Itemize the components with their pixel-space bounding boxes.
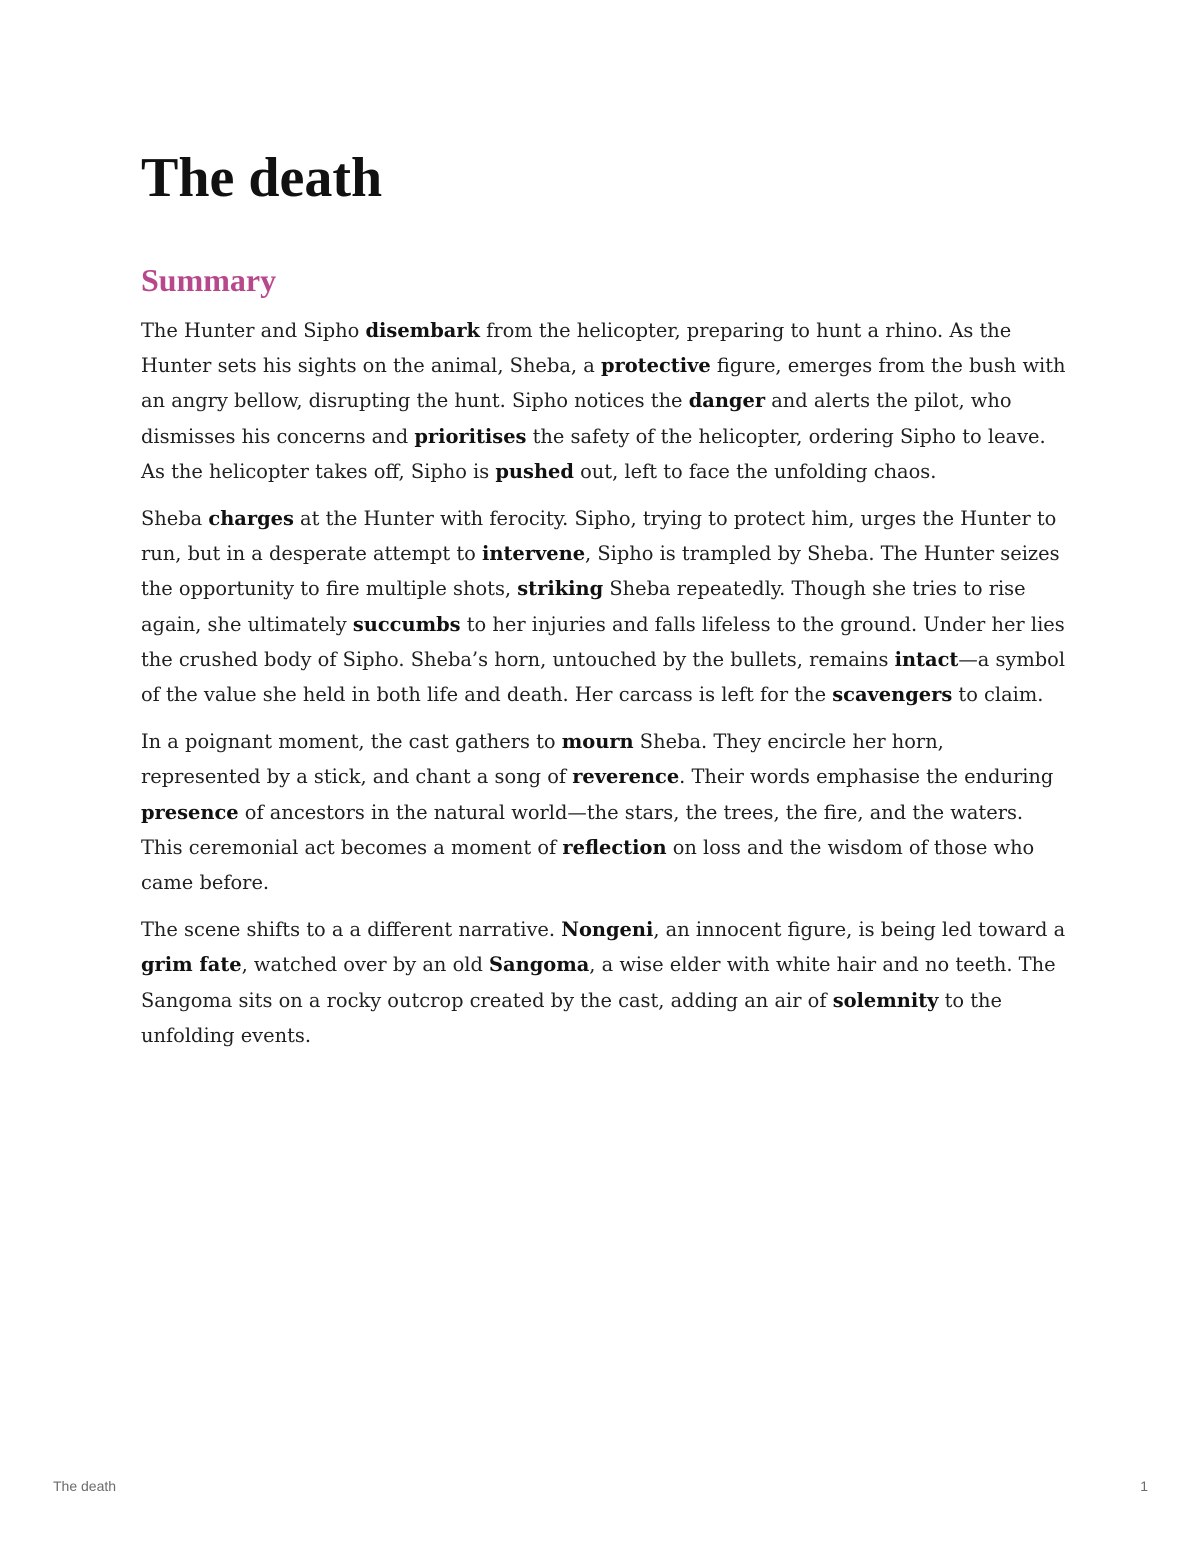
- key-term: presence: [141, 800, 239, 824]
- key-term: danger: [688, 389, 766, 413]
- paragraph-text: Sheba: [141, 507, 209, 531]
- paragraph-text: , an innocent figure, is being led toward a: [653, 918, 1066, 942]
- footer-document-title: The death: [53, 1478, 117, 1494]
- key-term: reverence: [572, 765, 680, 789]
- key-term: Nongeni: [561, 918, 654, 942]
- paragraph-text: , Sipho is trampled by Sheba. The Hunter seizes the opportunity to fire multiple shots,: [141, 542, 1060, 601]
- key-term: charges: [208, 507, 294, 531]
- key-term: pushed: [495, 459, 574, 483]
- paragraph-text: on loss and the wisdom of those who came before.: [141, 835, 1035, 895]
- key-term: Sangoma: [489, 953, 590, 977]
- section-heading-summary: Summary: [141, 262, 277, 298]
- paragraph-text: , a wise elder with white hair and no teeth. The Sangoma sits on a rocky outcrop created by the cast, adding an air of: [141, 953, 1056, 1012]
- paragraph-text: . Their words emphasise the enduring: [679, 765, 1054, 789]
- key-term: grim fate: [141, 953, 242, 977]
- key-term: striking: [517, 577, 604, 601]
- paragraph-text: to her injuries and falls lifeless to the ground. Under her lies the crushed body of Sipho. Sheba’s horn, untouched by the bullets, remains: [141, 612, 1065, 671]
- paragraph-text: from the helicopter, preparing to hunt a rhino. As the Hunter sets his sights on the animal, Sheba, a: [141, 319, 1012, 378]
- key-term: scavengers: [832, 683, 953, 707]
- paragraph-text: In a poignant moment, the cast gathers to: [141, 730, 562, 754]
- paragraph-text: the safety of the helicopter, ordering Sipho to leave. As the helicopter takes off, Sipho is: [141, 424, 1046, 483]
- key-term: disembark: [365, 319, 480, 342]
- key-term: intact: [894, 647, 959, 671]
- paragraph-text: , watched over by an old: [241, 953, 490, 977]
- summary-paragraph: [141, 912, 1066, 1053]
- key-term: protective: [600, 354, 711, 378]
- paragraph-text: figure, emerges from the bush with an angry bellow, disrupting the hunt. Sipho notices the: [141, 354, 1066, 413]
- key-term: intervene: [482, 542, 586, 566]
- key-term: solemnity: [832, 988, 939, 1012]
- paragraph-text: and alerts the pilot, who dismisses his concerns and: [141, 389, 1012, 448]
- paragraph-text: to claim.: [952, 683, 1044, 707]
- summary-paragraph: [141, 501, 1066, 712]
- paragraph-text: to the unfolding events.: [141, 988, 1003, 1047]
- paragraph-text: at the Hunter with ferocity. Sipho, trying to protect him, urges the Hunter to run, but in a desperate attempt to: [141, 507, 1057, 566]
- paragraph-text: —a symbol of the value she held in both life and death. Her carcass is left for the: [141, 647, 1066, 707]
- summary-paragraph: [141, 724, 1066, 900]
- paragraph-text: Sheba repeatedly. Though she tries to rise again, she ultimately: [141, 577, 1026, 636]
- key-term: mourn: [561, 730, 634, 754]
- paragraph-text: of ancestors in the natural world—the stars, the trees, the fire, and the waters. This ceremonial act becomes a moment of: [141, 800, 1024, 859]
- paragraph-text: out, left to face the unfolding chaos.: [573, 459, 937, 483]
- key-term: reflection: [562, 835, 667, 859]
- footer-page-number: 1: [1140, 1478, 1148, 1494]
- paragraph-text: The scene shifts to a a different narrative.: [141, 918, 562, 942]
- paragraph-text: Sheba. They encircle her horn, represented by a stick, and chant a song of: [141, 730, 944, 789]
- summary-body: [141, 313, 1066, 1065]
- paragraph-text: The Hunter and Sipho: [141, 319, 366, 342]
- key-term: prioritises: [414, 424, 527, 448]
- key-term: succumbs: [352, 612, 461, 636]
- page-title: The death: [141, 147, 383, 209]
- summary-paragraph: [141, 313, 1066, 489]
